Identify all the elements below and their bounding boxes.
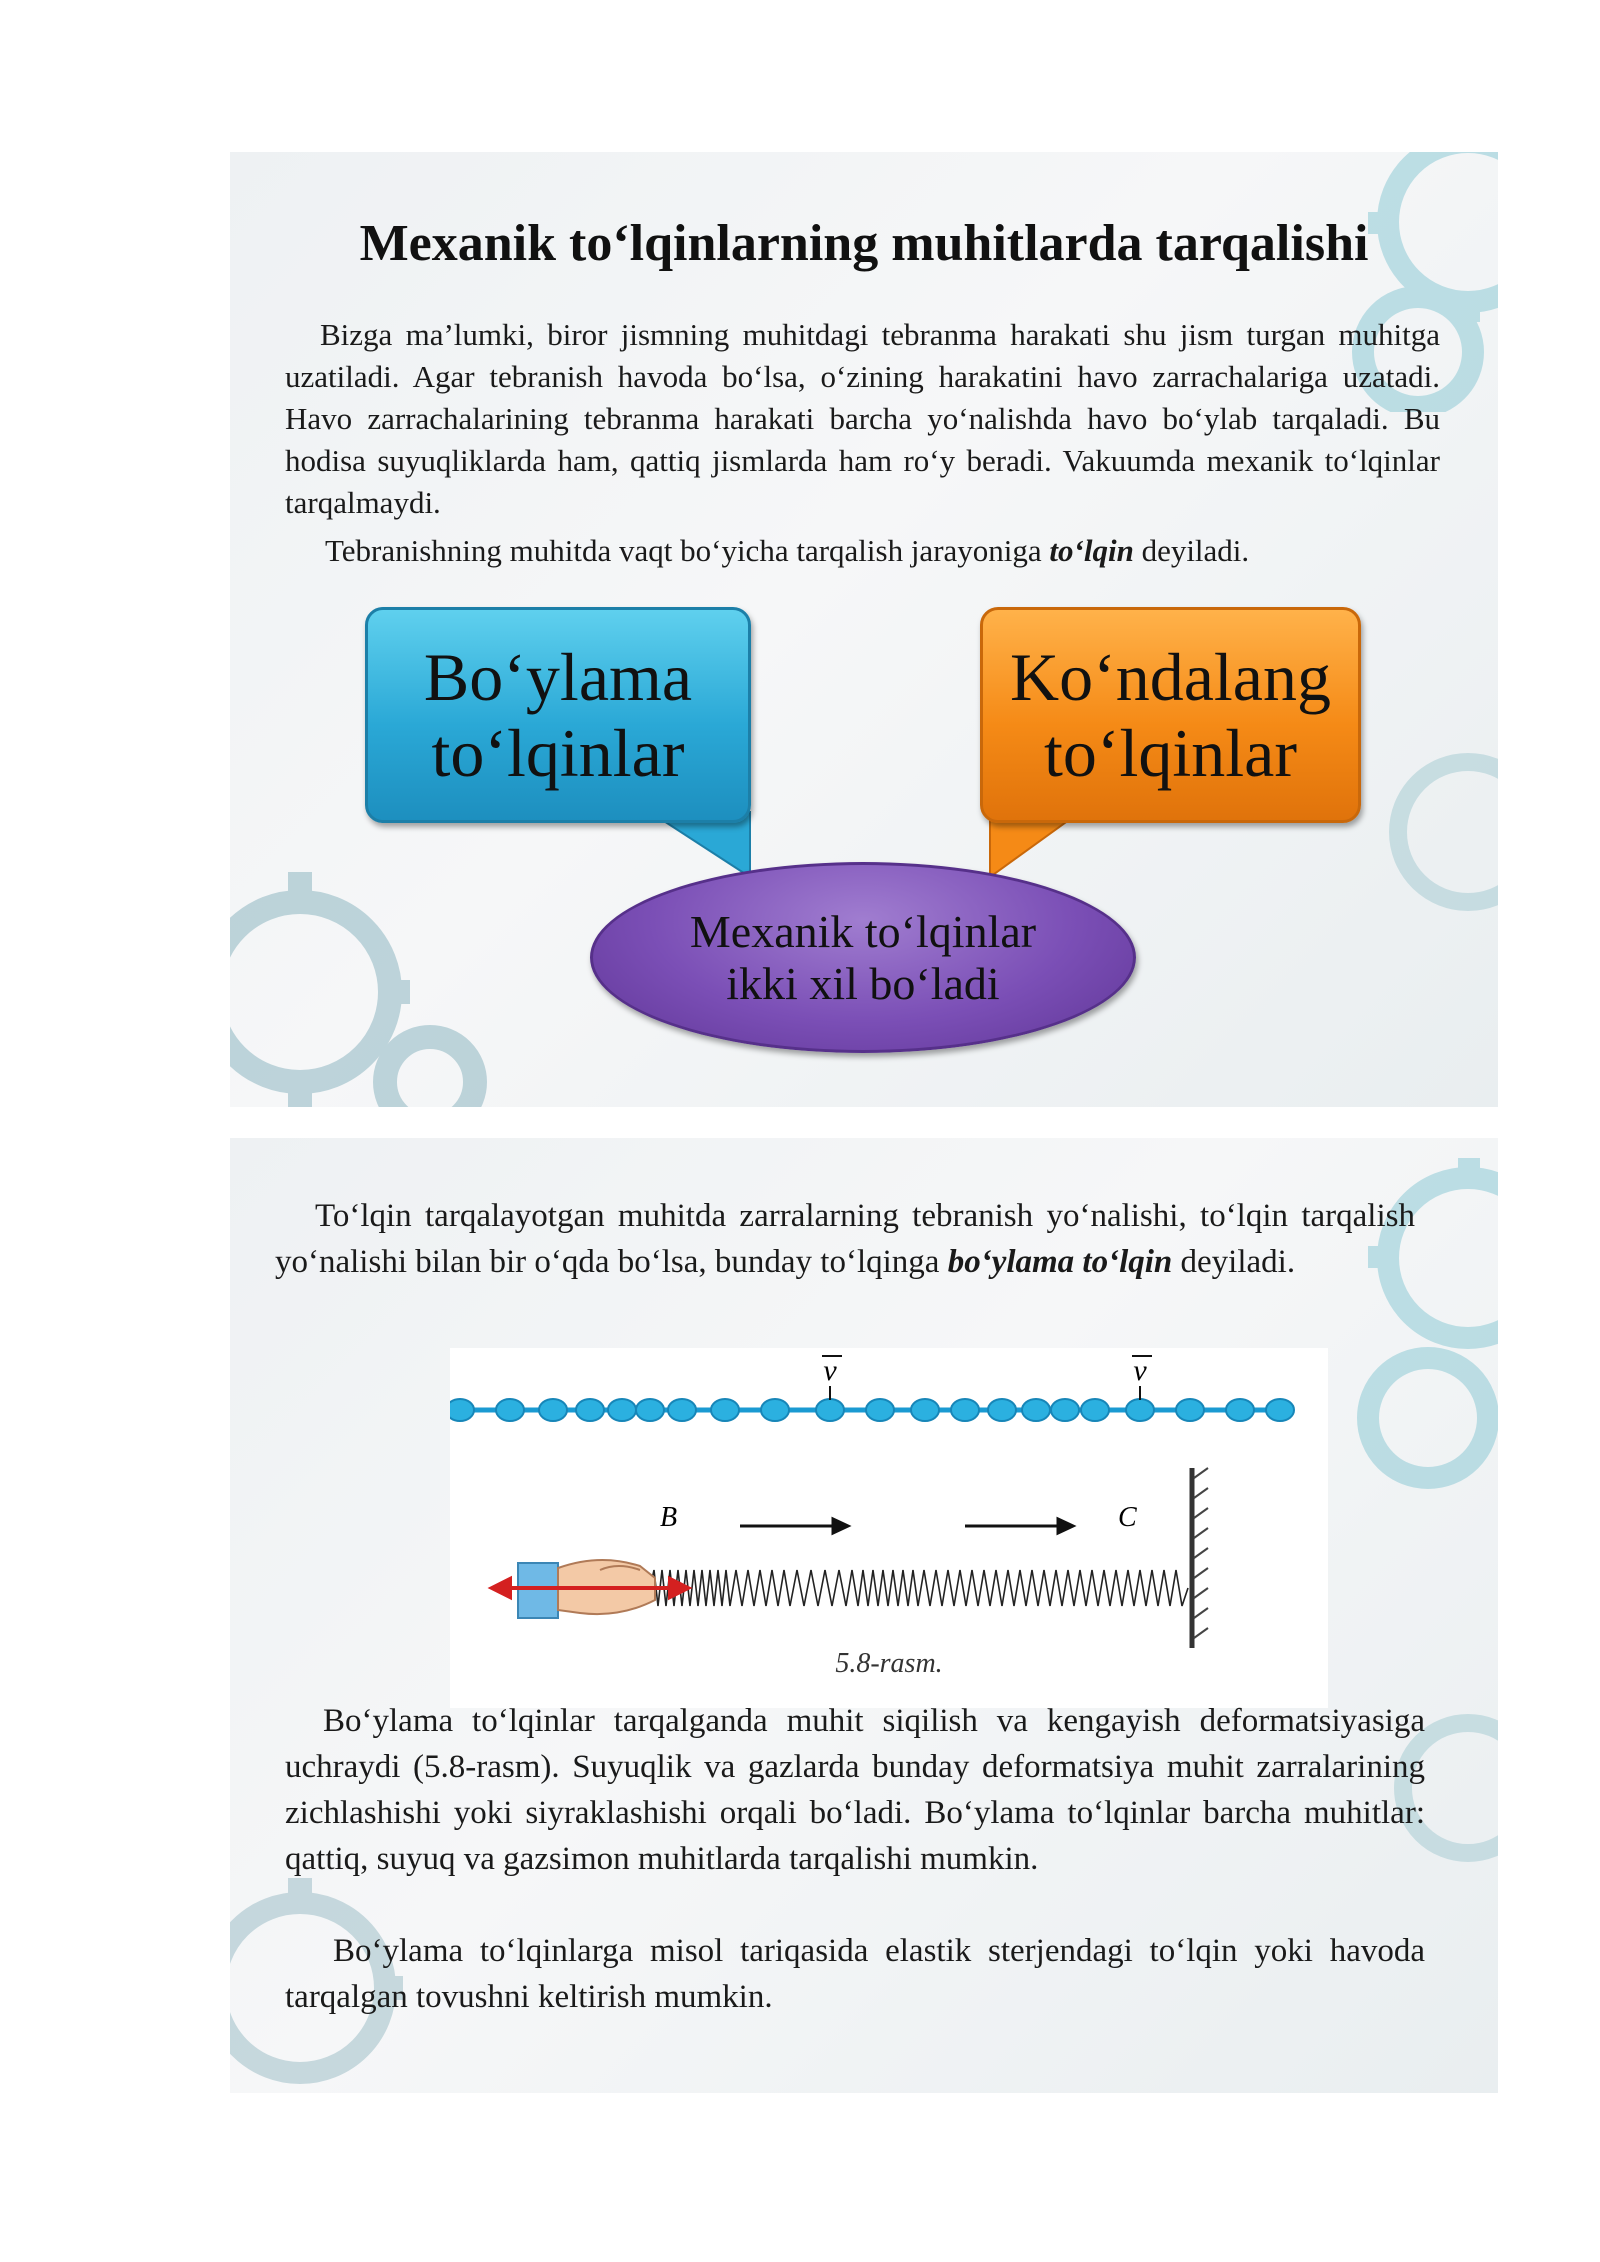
box-left-line2: to‘lqinlar [431, 715, 685, 791]
definition-text: Tebranishning muhitda vaqt bo‘yicha tarqalish jarayoniga [325, 533, 1050, 568]
box-left-line1: Bo‘ylama [423, 639, 693, 715]
velocity-label: v [1133, 1354, 1147, 1387]
point-c-label: C [1118, 1502, 1137, 1533]
box-right-line1: Ko‘ndalang [1009, 639, 1331, 715]
definition-text: To‘lqin tarqalayotgan muhitda zarralarning tebranish yo‘nalishi, to‘lqin tarqalish yo‘nalishi bilan bir o‘qda bo‘lsa, bunday to‘lqinga [275, 1198, 1415, 1280]
figure-5-8 [450, 1348, 1328, 1708]
example-paragraph: Bo‘ylama to‘lqinlarga misol tariqasida elastik sterjendagi to‘lqin yoki havoda tarqalgan tovushni keltirish mumkin. [285, 1933, 1425, 2015]
longitudinal-definition [275, 1193, 1415, 1285]
longitudinal-waves-box [365, 607, 751, 823]
definition-suffix: deyiladi. [1172, 1244, 1296, 1280]
slide-wave-propagation [230, 152, 1498, 1107]
page-title: Mexanik to‘lqinlarning muhitlarda tarqalishi [359, 215, 1369, 272]
slide-longitudinal-waves [230, 1138, 1498, 2093]
intro-paragraph: Bizga ma’lumki, biror jismning muhitdagi tebranma harakati shu jism turgan muhitga uzatiladi. Agar tebranish havoda bo‘lsa, o‘zining harakatini havo zarrachalariga uzatadi. Havo zarrachalarining tebranma harakati barcha yo‘nalishda havo bo‘ylab tarqaladi. Bu hodisa suyuqliklarda ham, qattiq jismlarda ham ro‘y beradi. Vakuumda mexanik to‘lqinlar tarqalmaydi. [285, 317, 1440, 520]
definition-suffix: deyiladi. [1133, 533, 1250, 568]
transverse-waves-box [980, 607, 1361, 823]
velocity-label: v [823, 1354, 837, 1387]
deformation-paragraph: Bo‘ylama to‘lqinlar tarqalganda muhit siqilish va kengayish deformatsiyasiga uchraydi (5.8-rasm). Suyuqlik va gazlarda bunday deformatsiya muhit zarralarining zichlashishi yoki siyraklashishi orqali bo‘ladi. Bo‘ylama to‘lqinlar barcha muhitlar: qattiq, suyuq va gazsimon muhitlarda tarqalishi mumkin. [285, 1703, 1425, 1877]
point-b-label: B [660, 1502, 678, 1533]
mechanical-waves-ellipse [590, 862, 1136, 1053]
definition-term: bo‘ylama to‘lqin [947, 1244, 1173, 1280]
ellipse-line1: Mexanik to‘lqinlar [689, 905, 1037, 957]
box-right-line2: to‘lqinlar [1043, 715, 1298, 791]
definition-term: to‘lqin [1049, 533, 1134, 568]
longitudinal-wave-illustration [450, 1348, 1328, 1648]
figure-caption: 5.8-rasm. [835, 1648, 943, 1679]
spring-coil [650, 1570, 1188, 1606]
ellipse-line2: ikki xil bo‘ladi [726, 957, 1000, 1009]
